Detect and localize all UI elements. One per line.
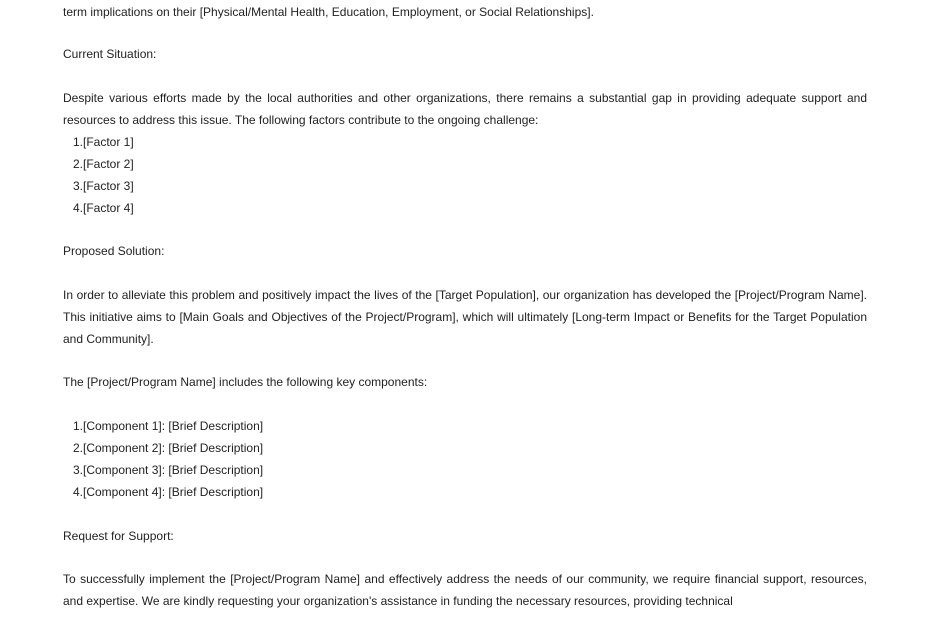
current-situation-paragraph: Despite various efforts made by the local authorities and other organizations, there remains a substantial gap in providing adequate support and resources to address this issue. The following factors contribute to the ongoing challenge: <box>63 91 867 127</box>
factor-item: 3.[Factor 3] <box>73 179 134 193</box>
component-item: 4.[Component 4]: [Brief Description] <box>73 485 264 499</box>
request-support-heading: Request for Support: <box>63 529 174 543</box>
factor-item: 1.[Factor 1] <box>73 135 134 149</box>
current-situation-heading: Current Situation: <box>63 47 157 61</box>
proposed-solution-paragraph: In order to alleviate this problem and positively impact the lives of the [Target Population], our organization has developed the [Project/Program Name]. This initiative aims to [Main Goals and Objectives of the Project/Program], which will ultimately [Long-term Impact or Benefits for the Target Population and Community]. <box>63 288 867 346</box>
components-intro: The [Project/Program Name] includes the following key components: <box>63 375 428 389</box>
factor-item: 4.[Factor 4] <box>73 201 134 215</box>
factor-item: 2.[Factor 2] <box>73 157 134 171</box>
proposed-solution-heading: Proposed Solution: <box>63 244 165 258</box>
request-support-paragraph: To successfully implement the [Project/Program Name] and effectively address the needs of our community, we require financial support, resources, and expertise. We are kindly requesting your organization's assistance in funding the necessary resources, providing technical <box>63 572 867 608</box>
component-item: 1.[Component 1]: [Brief Description] <box>73 419 264 433</box>
component-item: 2.[Component 2]: [Brief Description] <box>73 441 264 455</box>
intro-fragment: term implications on their [Physical/Mental Health, Education, Employment, or Social Relationships]. <box>63 5 594 19</box>
component-item: 3.[Component 3]: [Brief Description] <box>73 463 264 477</box>
